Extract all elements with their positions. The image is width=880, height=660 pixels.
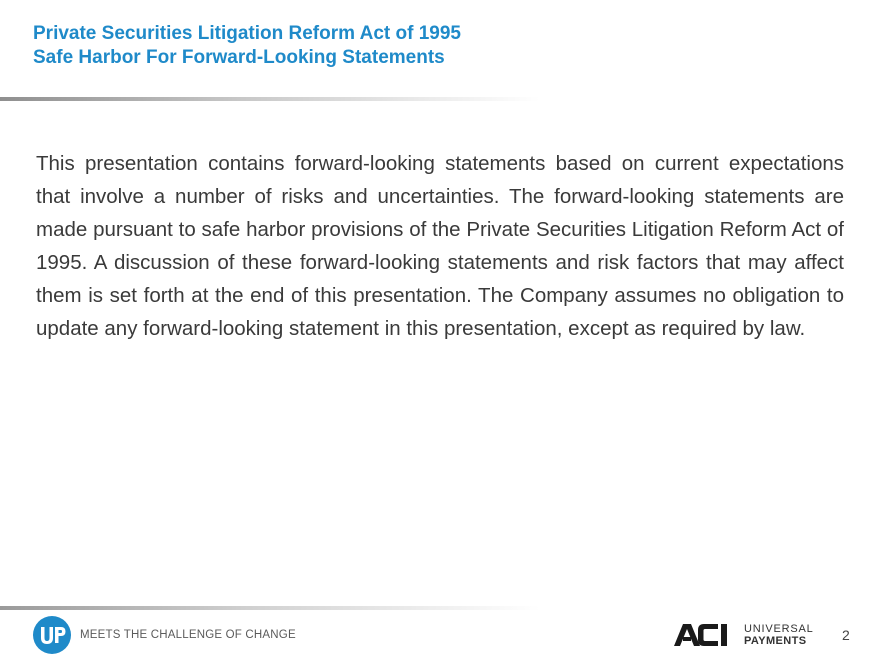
brand-name — [744, 623, 814, 647]
up-logo-text: UP — [33, 616, 35, 617]
brand-line-1: UNIVERSAL — [744, 623, 814, 635]
up-logo — [33, 616, 71, 654]
footer-divider — [0, 606, 540, 610]
slide-title — [33, 22, 461, 70]
footer-tagline: MEETS THE CHALLENGE OF CHANGE — [80, 629, 296, 641]
header-divider — [0, 97, 540, 101]
brand-line-2: PAYMENTS — [744, 635, 807, 647]
aci-logo — [674, 622, 734, 648]
page-number: 2 — [842, 627, 850, 643]
safe-harbor-paragraph: This presentation contains forward-looking statements based on current expectations that involve a number of risks and uncertainties. The forward-looking statements are made pursuant to safe harbor provisions of the Private Securities Litigation Reform Act of 1995. A discussion of these forward-looking statements and risk factors that may affect them is set forth at the end of this presentation. The Company assumes no obligation to update any forward-looking statement in this presentation, except as required by law. — [36, 152, 844, 340]
title-line-1: Private Securities Litigation Reform Act of 1995 — [33, 23, 461, 44]
title-line-2: Safe Harbor For Forward-Looking Statements — [33, 47, 445, 68]
aci-logo-text: ACI — [674, 622, 676, 623]
